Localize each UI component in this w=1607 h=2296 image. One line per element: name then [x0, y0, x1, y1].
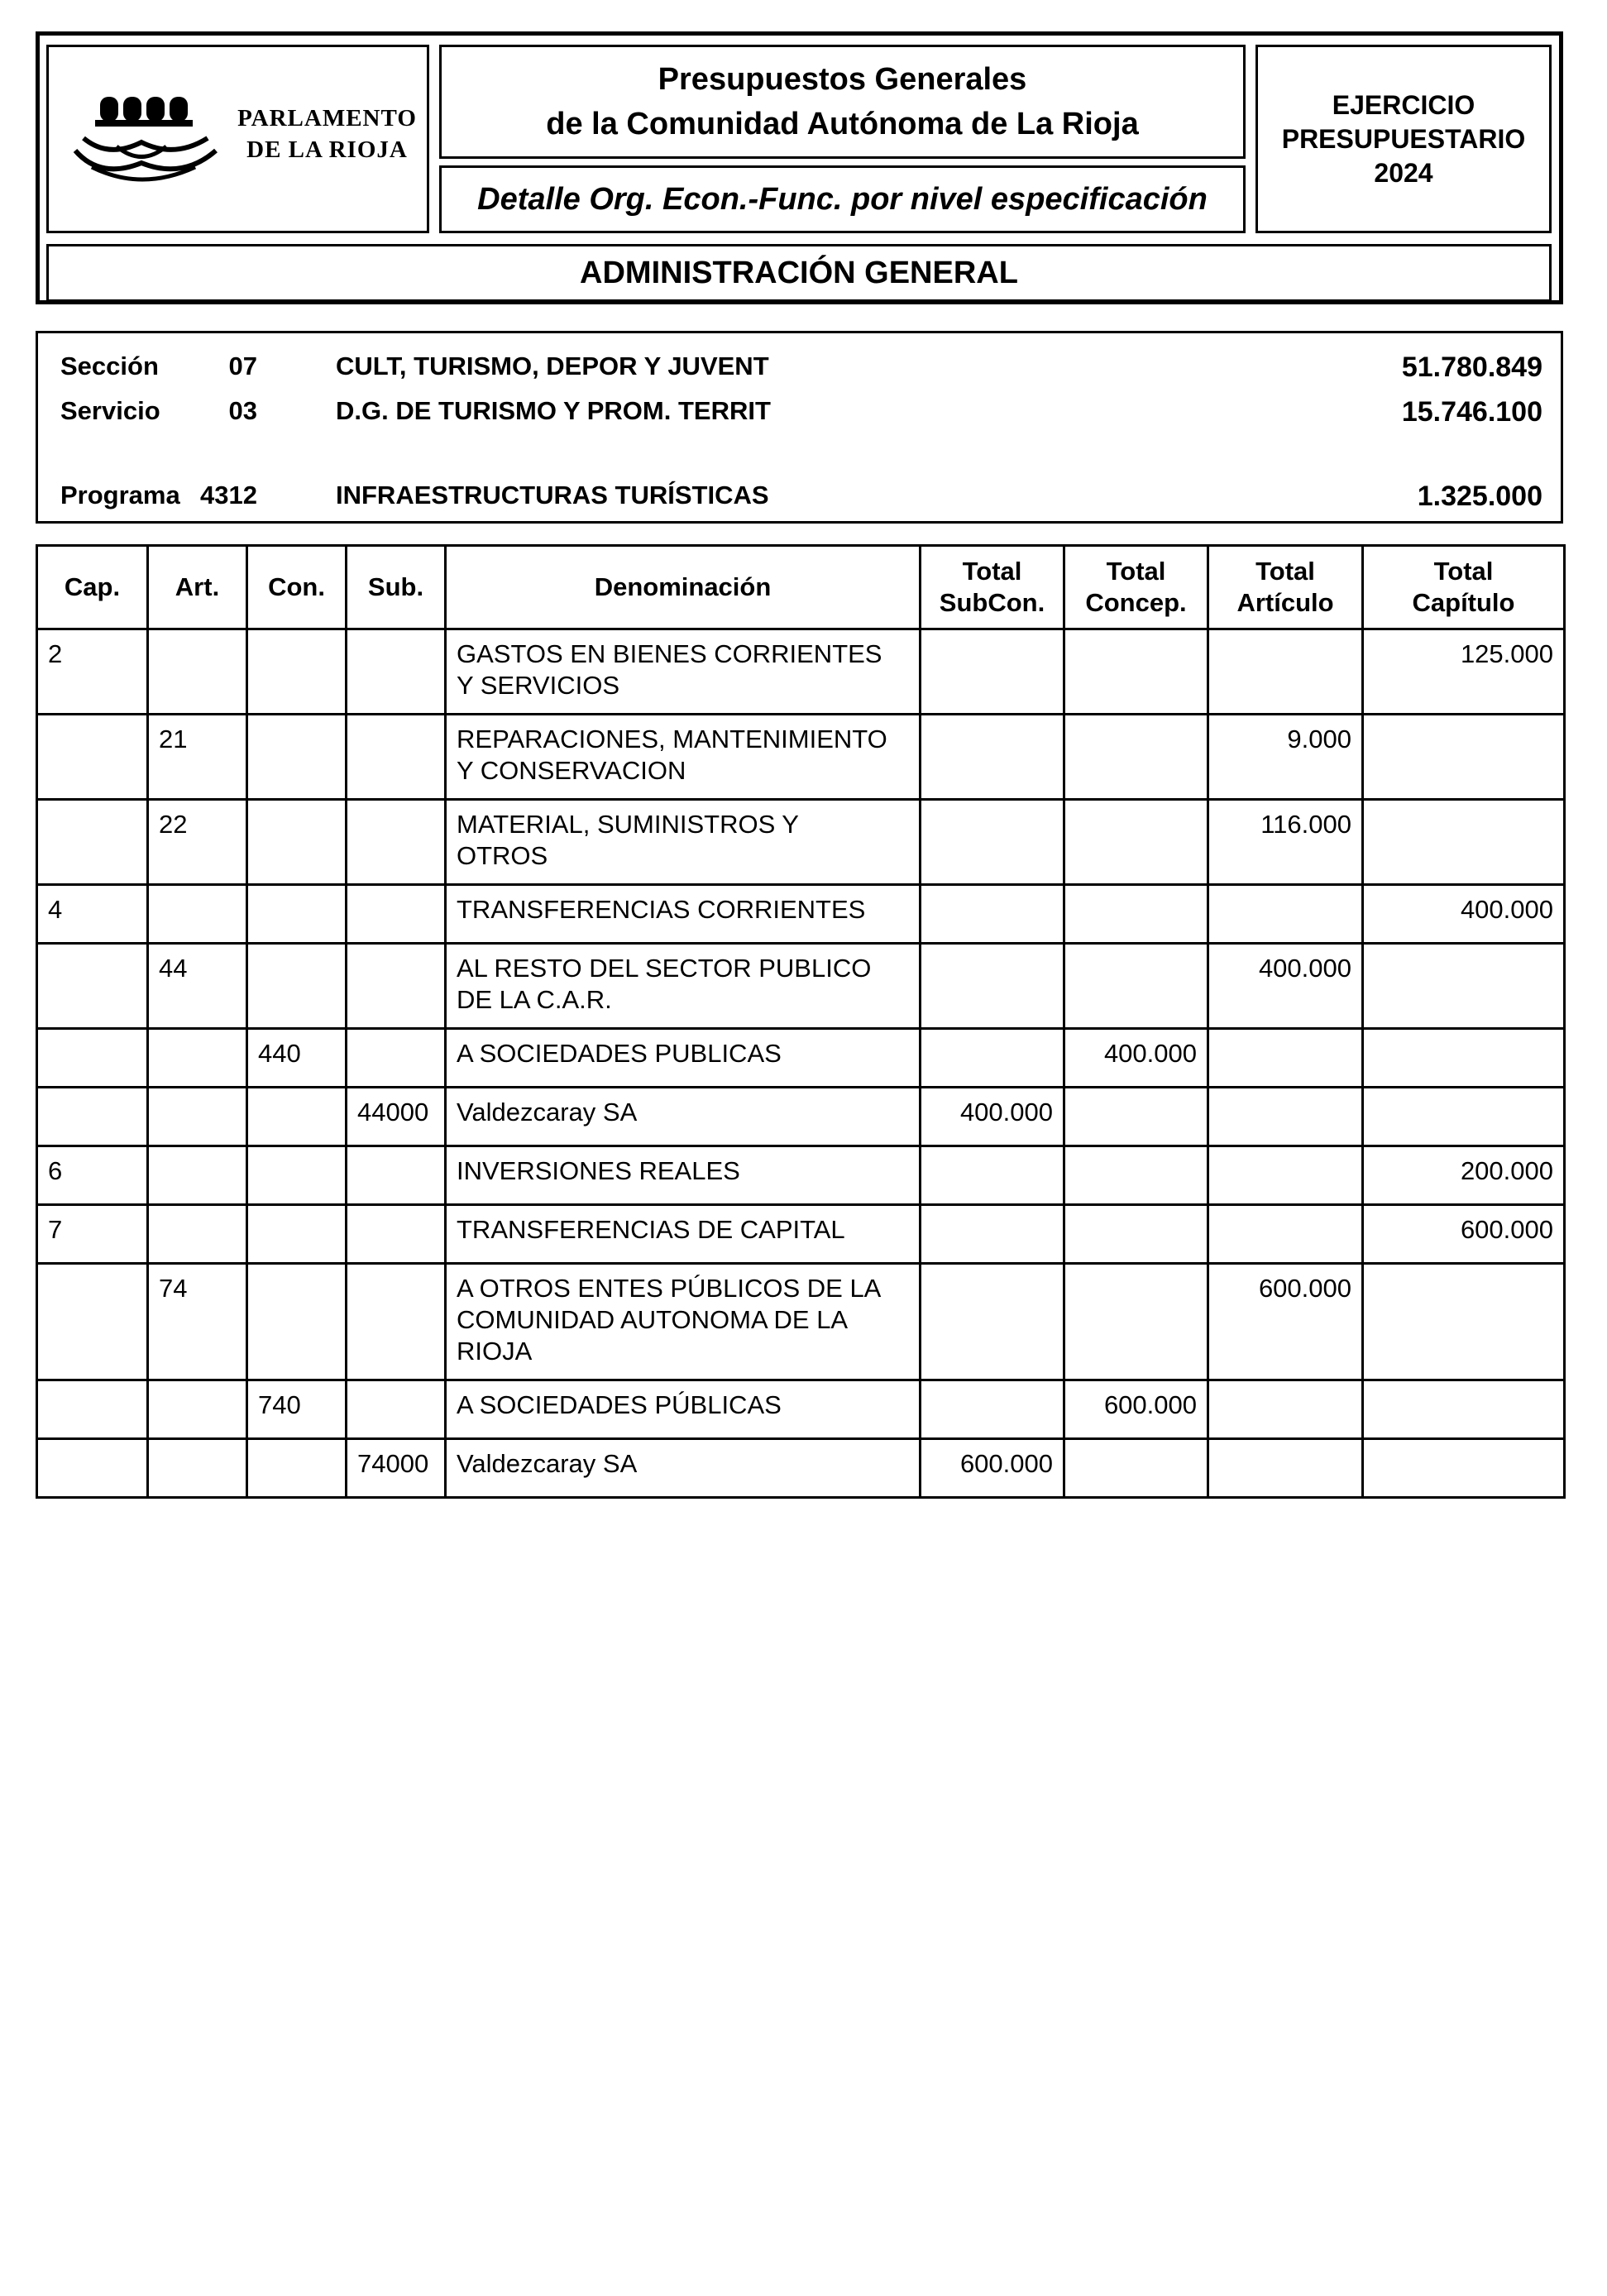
- header-denominacion: Denominación: [446, 546, 921, 629]
- total-subcon-cell: [921, 944, 1064, 1029]
- total-articulo-cell: [1208, 1029, 1363, 1088]
- table-row: [37, 629, 1565, 715]
- header-total-capitulo: [1363, 546, 1565, 629]
- con-cell: [247, 1205, 347, 1264]
- total-concep-cell: [1064, 885, 1208, 944]
- den-line: RIOJA: [457, 1337, 533, 1366]
- denominacion-cell: [446, 1205, 921, 1264]
- sub-cell: [347, 1205, 446, 1264]
- table-row: [37, 885, 1565, 944]
- total-capitulo-cell: [1363, 1380, 1565, 1439]
- total-subcon-cell: [921, 1380, 1064, 1439]
- header-total-concep-line1: Total: [1106, 557, 1166, 586]
- programa-name: INFRAESTRUCTURAS TURÍSTICAS: [336, 481, 769, 509]
- program-info-box: [36, 331, 1563, 524]
- den-line: A SOCIEDADES PÚBLICAS: [457, 1390, 782, 1419]
- denominacion-cell: [446, 885, 921, 944]
- admin-title: ADMINISTRACIÓN GENERAL: [580, 255, 1018, 290]
- header-total-concep: [1064, 546, 1208, 629]
- cap-cell: [37, 1380, 148, 1439]
- sub-cell: [347, 1380, 446, 1439]
- den-line: COMUNIDAD AUTONOMA DE LA: [457, 1305, 849, 1334]
- sub-cell: [347, 629, 446, 715]
- header-cap: Cap.: [37, 546, 148, 629]
- seccion-code: 07: [228, 352, 257, 380]
- total-capitulo-cell: [1363, 1264, 1565, 1380]
- admin-box: [46, 244, 1552, 302]
- sub-cell: [347, 1264, 446, 1380]
- cap-cell: 7: [37, 1205, 148, 1264]
- total-capitulo-cell: [1363, 1029, 1565, 1088]
- con-cell: [247, 800, 347, 885]
- den-line: A SOCIEDADES PUBLICAS: [457, 1039, 782, 1068]
- cap-cell: [37, 715, 148, 800]
- budget-table: [36, 544, 1566, 1499]
- table-row: [37, 1264, 1565, 1380]
- seccion-label: Sección: [60, 352, 159, 380]
- den-line: AL RESTO DEL SECTOR PUBLICO: [457, 954, 872, 983]
- header-total-subcon-line2: SubCon.: [939, 588, 1045, 617]
- cap-cell: [37, 944, 148, 1029]
- seccion-row: [38, 352, 1561, 385]
- art-cell: [148, 1439, 247, 1498]
- logo-text-line2: DE LA RIOJA: [246, 136, 408, 163]
- con-cell: [247, 1146, 347, 1205]
- total-articulo-cell: [1208, 1205, 1363, 1264]
- den-line: Valdezcaray SA: [457, 1098, 638, 1126]
- total-capitulo-cell: [1363, 715, 1565, 800]
- den-line: A OTROS ENTES PÚBLICOS DE LA: [457, 1274, 882, 1303]
- year-line1: EJERCICIO: [1332, 89, 1475, 120]
- table-row: [37, 1146, 1565, 1205]
- total-subcon-cell: 600.000: [921, 1439, 1064, 1498]
- total-subcon-cell: 400.000: [921, 1088, 1064, 1146]
- year-line2: PRESUPUESTARIO: [1281, 123, 1526, 154]
- den-line: Y SERVICIOS: [457, 671, 619, 700]
- total-subcon-cell: [921, 1029, 1064, 1088]
- seccion-amount: 51.780.849: [1401, 352, 1542, 383]
- con-cell: [247, 1088, 347, 1146]
- total-articulo-cell: 400.000: [1208, 944, 1363, 1029]
- cap-cell: [37, 1264, 148, 1380]
- total-articulo-cell: [1208, 1439, 1363, 1498]
- sub-cell: [347, 715, 446, 800]
- cap-cell: [37, 1088, 148, 1146]
- con-cell: 740: [247, 1380, 347, 1439]
- total-concep-cell: [1064, 1205, 1208, 1264]
- total-concep-cell: [1064, 944, 1208, 1029]
- den-line: Valdezcaray SA: [457, 1449, 638, 1478]
- denominacion-cell: [446, 1029, 921, 1088]
- sub-cell: [347, 885, 446, 944]
- header-total-subcon-line1: Total: [962, 557, 1022, 586]
- art-cell: 21: [148, 715, 247, 800]
- programa-row: [38, 481, 1561, 514]
- total-subcon-cell: [921, 800, 1064, 885]
- seccion-name: CULT, TURISMO, DEPOR Y JUVENT: [336, 352, 769, 380]
- total-capitulo-cell: 200.000: [1363, 1146, 1565, 1205]
- year-box: [1255, 45, 1552, 233]
- total-articulo-cell: 600.000: [1208, 1264, 1363, 1380]
- total-articulo-cell: [1208, 629, 1363, 715]
- servicio-label: Servicio: [60, 396, 160, 425]
- header-total-capitulo-line2: Capítulo: [1412, 588, 1515, 617]
- total-articulo-cell: 116.000: [1208, 800, 1363, 885]
- den-line: INVERSIONES REALES: [457, 1156, 740, 1185]
- total-capitulo-cell: [1363, 1088, 1565, 1146]
- header-sub: Sub.: [347, 546, 446, 629]
- total-subcon-cell: [921, 1264, 1064, 1380]
- con-cell: 440: [247, 1029, 347, 1088]
- cap-cell: 4: [37, 885, 148, 944]
- table-header-row: [37, 546, 1565, 629]
- logo-text-line1: PARLAMENTO: [237, 105, 417, 132]
- art-cell: [148, 1088, 247, 1146]
- denominacion-cell: [446, 1264, 921, 1380]
- total-capitulo-cell: 600.000: [1363, 1205, 1565, 1264]
- servicio-code: 03: [228, 396, 257, 425]
- total-articulo-cell: [1208, 1088, 1363, 1146]
- total-subcon-cell: [921, 885, 1064, 944]
- denominacion-cell: [446, 715, 921, 800]
- sub-cell: [347, 944, 446, 1029]
- total-articulo-cell: [1208, 1146, 1363, 1205]
- total-concep-cell: [1064, 1146, 1208, 1205]
- denominacion-cell: [446, 1439, 921, 1498]
- total-capitulo-cell: 125.000: [1363, 629, 1565, 715]
- table-row: [37, 1088, 1565, 1146]
- title-box: [439, 45, 1246, 159]
- header-total-articulo-line1: Total: [1255, 557, 1315, 586]
- denominacion-cell: [446, 629, 921, 715]
- total-subcon-cell: [921, 715, 1064, 800]
- art-cell: [148, 1029, 247, 1088]
- sub-cell: [347, 1029, 446, 1088]
- total-articulo-cell: [1208, 885, 1363, 944]
- sub-cell: [347, 800, 446, 885]
- cap-cell: [37, 800, 148, 885]
- table-row: [37, 1205, 1565, 1264]
- den-line: TRANSFERENCIAS DE CAPITAL: [457, 1215, 845, 1244]
- den-line: MATERIAL, SUMINISTROS Y: [457, 810, 799, 839]
- den-line: Y CONSERVACION: [457, 756, 686, 785]
- con-cell: [247, 629, 347, 715]
- denominacion-cell: [446, 944, 921, 1029]
- table-row: [37, 715, 1565, 800]
- table-row: [37, 1380, 1565, 1439]
- art-cell: [148, 1205, 247, 1264]
- header-total-capitulo-line1: Total: [1433, 557, 1494, 586]
- con-cell: [247, 885, 347, 944]
- header-total-articulo-line2: Artículo: [1236, 588, 1334, 617]
- total-concep-cell: [1064, 1088, 1208, 1146]
- servicio-amount: 15.746.100: [1401, 396, 1542, 428]
- den-line: OTROS: [457, 841, 548, 870]
- total-concep-cell: [1064, 715, 1208, 800]
- art-cell: [148, 885, 247, 944]
- table-row: [37, 944, 1565, 1029]
- total-capitulo-cell: [1363, 944, 1565, 1029]
- total-concep-cell: 600.000: [1064, 1380, 1208, 1439]
- title-line1: Presupuestos Generales: [658, 62, 1027, 97]
- cap-cell: 2: [37, 629, 148, 715]
- total-subcon-cell: [921, 629, 1064, 715]
- den-line: DE LA C.A.R.: [457, 985, 612, 1014]
- total-concep-cell: [1064, 629, 1208, 715]
- denominacion-cell: [446, 800, 921, 885]
- total-articulo-cell: [1208, 1380, 1363, 1439]
- con-cell: [247, 1264, 347, 1380]
- denominacion-cell: [446, 1146, 921, 1205]
- den-line: GASTOS EN BIENES CORRIENTES: [457, 639, 882, 668]
- total-subcon-cell: [921, 1205, 1064, 1264]
- total-concep-cell: [1064, 1264, 1208, 1380]
- total-capitulo-cell: 400.000: [1363, 885, 1565, 944]
- servicio-name: D.G. DE TURISMO Y PROM. TERRIT: [336, 396, 771, 425]
- den-line: REPARACIONES, MANTENIMIENTO: [457, 725, 887, 753]
- year-value: 2024: [1374, 157, 1433, 188]
- sub-cell: 44000: [347, 1088, 446, 1146]
- total-subcon-cell: [921, 1146, 1064, 1205]
- subtitle: Detalle Org. Econ.-Func. por nivel especificación: [477, 181, 1208, 217]
- art-cell: 22: [148, 800, 247, 885]
- total-concep-cell: 400.000: [1064, 1029, 1208, 1088]
- table-row: [37, 1439, 1565, 1498]
- programa-code: 4312: [200, 481, 257, 509]
- art-cell: 44: [148, 944, 247, 1029]
- header-total-concep-line2: Concep.: [1085, 588, 1187, 617]
- art-cell: 74: [148, 1264, 247, 1380]
- header-art: Art.: [148, 546, 247, 629]
- sub-cell: [347, 1146, 446, 1205]
- denominacion-cell: [446, 1380, 921, 1439]
- total-concep-cell: [1064, 1439, 1208, 1498]
- total-capitulo-cell: [1363, 1439, 1565, 1498]
- denominacion-cell: [446, 1088, 921, 1146]
- con-cell: [247, 715, 347, 800]
- table-row: [37, 800, 1565, 885]
- cap-cell: [37, 1029, 148, 1088]
- programa-amount: 1.325.000: [1417, 481, 1542, 512]
- cap-cell: [37, 1439, 148, 1498]
- total-concep-cell: [1064, 800, 1208, 885]
- con-cell: [247, 944, 347, 1029]
- subtitle-box: [439, 165, 1246, 233]
- total-articulo-cell: 9.000: [1208, 715, 1363, 800]
- art-cell: [148, 1146, 247, 1205]
- cap-cell: 6: [37, 1146, 148, 1205]
- title-line2: de la Comunidad Autónoma de La Rioja: [546, 107, 1139, 141]
- sub-cell: 74000: [347, 1439, 446, 1498]
- logo-box: [46, 45, 429, 233]
- header-total-articulo: [1208, 546, 1363, 629]
- servicio-row: [38, 396, 1561, 429]
- table-row: [37, 1029, 1565, 1088]
- art-cell: [148, 1380, 247, 1439]
- header-con: Con.: [247, 546, 347, 629]
- header-total-subcon: [921, 546, 1064, 629]
- art-cell: [148, 629, 247, 715]
- con-cell: [247, 1439, 347, 1498]
- den-line: TRANSFERENCIAS CORRIENTES: [457, 895, 866, 924]
- total-capitulo-cell: [1363, 800, 1565, 885]
- programa-label: Programa: [60, 481, 180, 509]
